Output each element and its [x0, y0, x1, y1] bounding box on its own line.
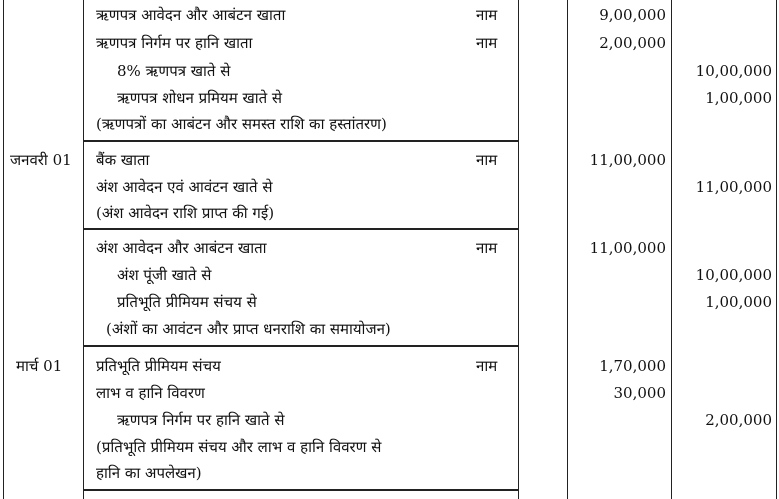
entry-separator: [84, 228, 518, 230]
debit-amount: 1,70,000: [599, 357, 666, 375]
account-line: बैंक खाता: [96, 151, 150, 169]
entry-separator: [84, 345, 518, 347]
credit-account-line: ऋणपत्र निर्गम पर हानि खाते से: [117, 411, 285, 429]
credit-account-line: प्रतिभूति प्रीमियम संचय से: [117, 293, 257, 311]
narration: (अंशों का आवंटन और प्राप्त धनराशि का समायोजन): [106, 320, 391, 338]
entry-date: जनवरी 01: [10, 151, 72, 169]
credit-amount: 1,00,000: [705, 293, 772, 311]
credit-amount: 2,00,000: [705, 411, 772, 429]
narration-line: (प्रतिभूति प्रीमियम संचय और लाभ व हानि विवरण से: [96, 438, 382, 456]
account-line: अंश आवेदन और आबंटन खाता: [96, 239, 267, 257]
credit-account-line: अंश पूंजी खाते से: [117, 266, 212, 284]
narration-line: हानि का अपलेखन): [96, 464, 202, 482]
entry-separator: [84, 140, 518, 142]
entry-separator: [84, 489, 518, 491]
column-rule-lf: [567, 0, 568, 499]
account-line: ऋणपत्र आवेदन और आबंटन खाता: [96, 6, 286, 24]
debit-amount: 11,00,000: [589, 239, 666, 257]
debit-amount: 9,00,000: [599, 6, 666, 24]
debit-amount: 30,000: [613, 384, 666, 402]
account-line: लाभ व हानि विवरण: [96, 384, 205, 402]
debit-amount: 11,00,000: [589, 151, 666, 169]
credit-account-line: अंश आवेदन एवं आवंटन खाते से: [96, 178, 273, 196]
column-rule-debit: [671, 0, 672, 499]
debit-marker: नाम: [476, 151, 498, 169]
credit-amount: 11,00,000: [695, 178, 772, 196]
narration: (ऋणपत्रों का आबंटन और समस्त राशि का हस्तांतरण): [96, 115, 387, 133]
debit-marker: नाम: [476, 34, 498, 52]
credit-account-line: 8% ऋणपत्र खाते से: [117, 62, 231, 80]
debit-amount: 2,00,000: [599, 34, 666, 52]
credit-amount: 10,00,000: [695, 266, 772, 284]
narration: (अंश आवेदन राशि प्राप्त की गई): [96, 204, 275, 222]
credit-amount: 1,00,000: [705, 89, 772, 107]
entry-date: मार्च 01: [16, 357, 63, 375]
account-line: ऋणपत्र निर्गम पर हानि खाता: [96, 34, 253, 52]
column-rule-left: [3, 0, 4, 499]
debit-marker: नाम: [476, 6, 498, 24]
column-rule-right: [776, 0, 777, 499]
credit-amount: 10,00,000: [695, 62, 772, 80]
account-line: प्रतिभूति प्रीमियम संचय: [96, 357, 221, 375]
debit-marker: नाम: [476, 239, 498, 257]
column-rule-date: [83, 0, 84, 499]
column-rule-particulars: [518, 0, 519, 499]
debit-marker: नाम: [476, 357, 498, 375]
credit-account-line: ऋणपत्र शोधन प्रमियम खाते से: [117, 89, 283, 107]
